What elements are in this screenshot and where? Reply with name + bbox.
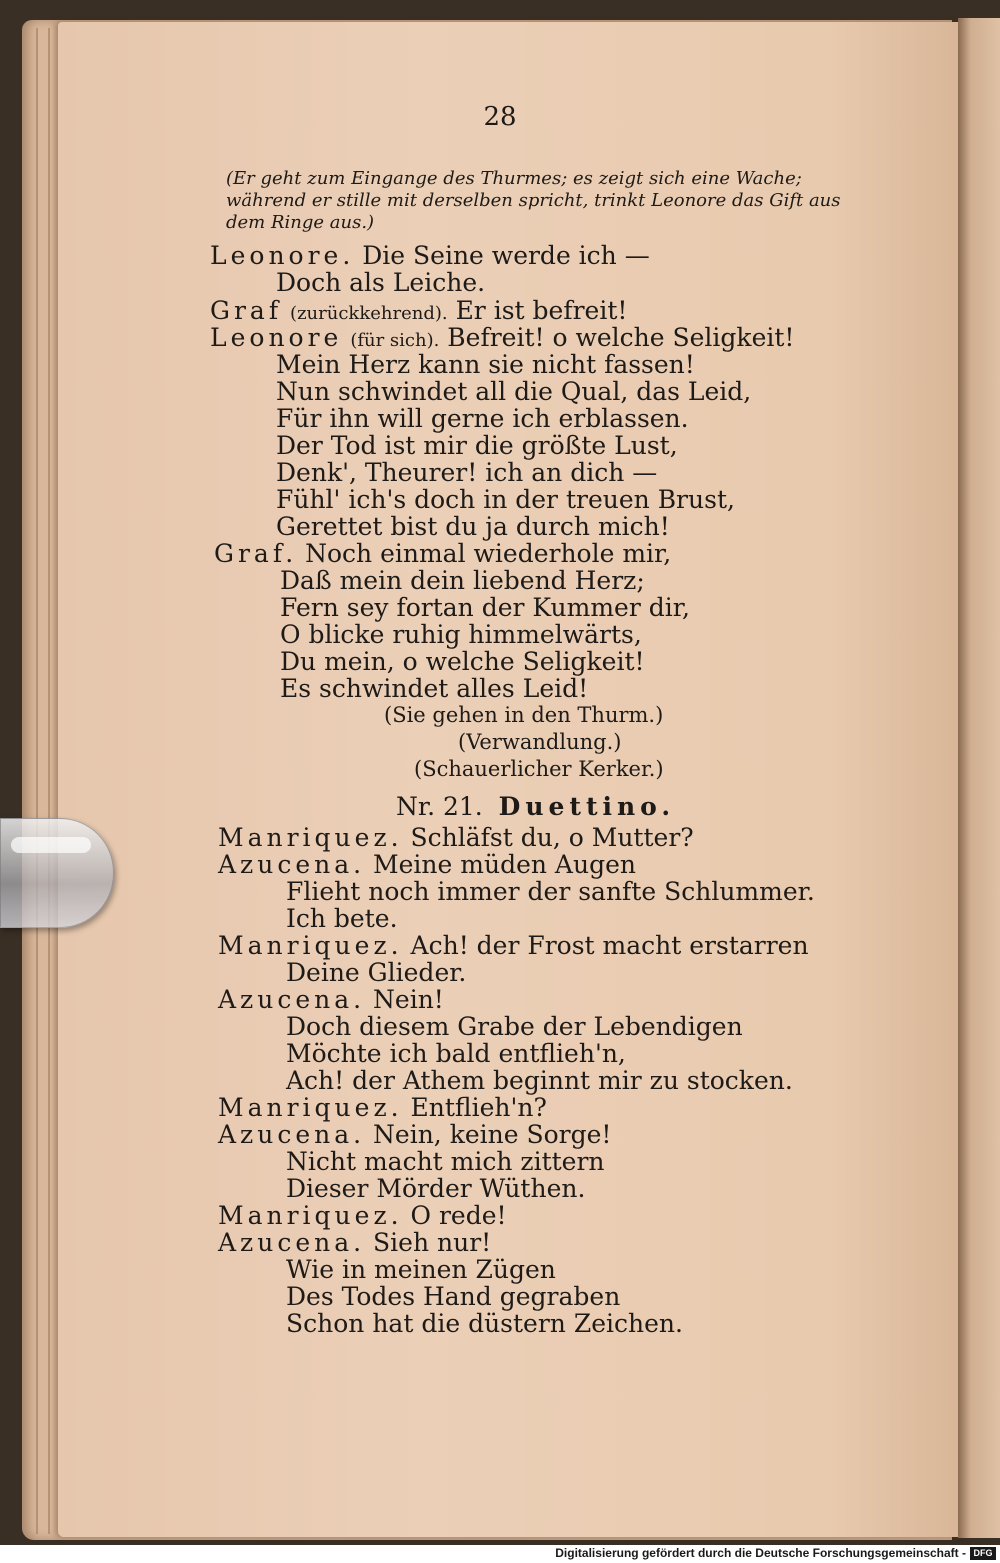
line-text: O blicke ruhig himmelwärts, <box>280 620 642 649</box>
dialogue-line <box>286 959 466 987</box>
speaker-name: Manriquez. <box>218 1093 403 1122</box>
dialogue-line <box>286 1310 683 1338</box>
line-text: Deine Glieder. <box>286 958 467 987</box>
line-text: Möchte ich bald entflieh'n, <box>286 1039 626 1068</box>
line-text: Dieser Mörder Wüthen. <box>286 1174 586 1203</box>
speaker-name: Manriquez. <box>218 931 403 960</box>
speaker-name: Graf <box>210 296 283 325</box>
section-heading <box>396 792 675 822</box>
dialogue-line <box>276 432 678 460</box>
dialogue-line <box>218 1229 491 1257</box>
line-text: Für ihn will gerne ich erblassen. <box>276 404 689 433</box>
dialogue-line <box>280 594 690 622</box>
stage-direction-center: (Sie gehen in den Thurm.) <box>384 703 664 727</box>
dialogue-line <box>276 459 657 487</box>
speaker-name: Leonore. <box>210 241 355 270</box>
dialogue-line <box>276 351 695 379</box>
dfg-logo: DFG <box>970 1547 996 1560</box>
dialogue-line <box>286 1067 793 1095</box>
line-text: Meine müden Augen <box>373 850 636 879</box>
line-text: Nun schwindet all die Qual, das Leid, <box>276 377 752 406</box>
dialogue-line <box>276 269 485 297</box>
footer-credit: Digitalisierung gefördert durch die Deutsche Forschungsgemeinschaft - <box>555 1546 966 1560</box>
dialogue-line <box>280 621 642 649</box>
dialogue-line <box>276 378 751 406</box>
speaker-name: Azucena. <box>218 1228 366 1257</box>
speaker-name: Azucena. <box>218 985 366 1014</box>
line-text: Flieht noch immer der sanfte Schlummer. <box>286 877 815 906</box>
stage-direction: (Er geht zum Eingange des Thurmes; es zeigt sich eine Wache; während er stille mit derselben spricht, trinkt Leonore das Gift aus dem Ringe aus.) <box>226 168 841 233</box>
dialogue-line <box>276 513 670 541</box>
speaker-name: Azucena. <box>218 1120 366 1149</box>
dialogue-line <box>276 405 689 433</box>
section-number: Nr. 21. <box>396 792 483 821</box>
dialogue-line <box>286 1283 620 1311</box>
speaker-name: Leonore <box>210 323 343 352</box>
line-text: Nein! <box>373 985 444 1014</box>
dialogue-line <box>286 1175 585 1203</box>
dialogue-line <box>280 648 645 676</box>
dialogue-line <box>218 1121 611 1149</box>
line-text: Der Tod ist mir die größte Lust, <box>276 431 678 460</box>
line-text: Ach! der Frost macht erstarren <box>410 931 809 960</box>
dialogue-line <box>218 932 809 960</box>
line-text: Doch diesem Grabe der Lebendigen <box>286 1012 743 1041</box>
line-text: Du mein, o welche Seligkeit! <box>280 647 645 676</box>
line-text: Befreit! o welche Seligkeit! <box>447 323 795 352</box>
line-text: Noch einmal wiederhole mir, <box>305 539 672 568</box>
dialogue-line <box>286 1013 743 1041</box>
line-text: Entflieh'n? <box>410 1093 547 1122</box>
line-text: Mein Herz kann sie nicht fassen! <box>276 350 695 379</box>
speaker-name: Manriquez. <box>218 1201 403 1230</box>
line-text: Schon hat die düstern Zeichen. <box>286 1309 683 1338</box>
dialogue-line <box>218 1094 547 1122</box>
line-text: Daß mein dein liebend Herz; <box>280 566 645 595</box>
dialogue-line <box>218 824 694 852</box>
speaker-note: (für sich). <box>350 330 440 351</box>
line-text: Wie in meinen Zügen <box>286 1255 556 1284</box>
speaker-name: Manriquez. <box>218 823 403 852</box>
dialogue-line <box>286 905 398 933</box>
line-text: Fern sey fortan der Kummer dir, <box>280 593 690 622</box>
line-text: Schläfst du, o Mutter? <box>410 823 694 852</box>
speaker-name: Graf. <box>214 539 298 568</box>
line-text: Sieh nur! <box>373 1228 492 1257</box>
dialogue-line <box>210 242 650 270</box>
footer-bar <box>0 1545 1000 1563</box>
line-text: Die Seine werde ich — <box>362 241 650 270</box>
line-text: Gerettet bist du ja durch mich! <box>276 512 670 541</box>
stage-direction-center: (Verwandlung.) <box>458 730 622 754</box>
stage-direction-center: (Schauerlicher Kerker.) <box>414 757 664 781</box>
dialogue-line <box>286 1256 556 1284</box>
dialogue-line <box>276 486 735 514</box>
line-text: Er ist befreit! <box>455 296 628 325</box>
line-text: Doch als Leiche. <box>276 268 486 297</box>
dialogue-line <box>286 1040 626 1068</box>
page-number: 28 <box>483 102 517 132</box>
dialogue-line <box>286 1148 605 1176</box>
section-title: Duettino. <box>498 792 676 821</box>
line-text: Nein, keine Sorge! <box>373 1120 612 1149</box>
dialogue-line <box>218 851 636 879</box>
line-text: Ich bete. <box>286 904 398 933</box>
speaker-note: (zurückkehrend). <box>290 303 448 324</box>
dialogue-line <box>218 986 444 1014</box>
line-text: Nicht macht mich zittern <box>286 1147 605 1176</box>
line-text: O rede! <box>410 1201 507 1230</box>
line-text: Des Todes Hand gegraben <box>286 1282 621 1311</box>
speaker-name: Azucena. <box>218 850 366 879</box>
dialogue-line <box>218 1202 507 1230</box>
dialogue-line <box>280 675 588 703</box>
line-text: Denk', Theurer! ich an dich — <box>276 458 658 487</box>
line-text: Fühl' ich's doch in der treuen Brust, <box>276 485 735 514</box>
line-text: Ach! der Athem beginnt mir zu stocken. <box>286 1066 793 1095</box>
dialogue-line <box>214 540 671 568</box>
line-text: Es schwindet alles Leid! <box>280 674 589 703</box>
dialogue-line <box>280 567 645 595</box>
dialogue-line <box>286 878 815 906</box>
